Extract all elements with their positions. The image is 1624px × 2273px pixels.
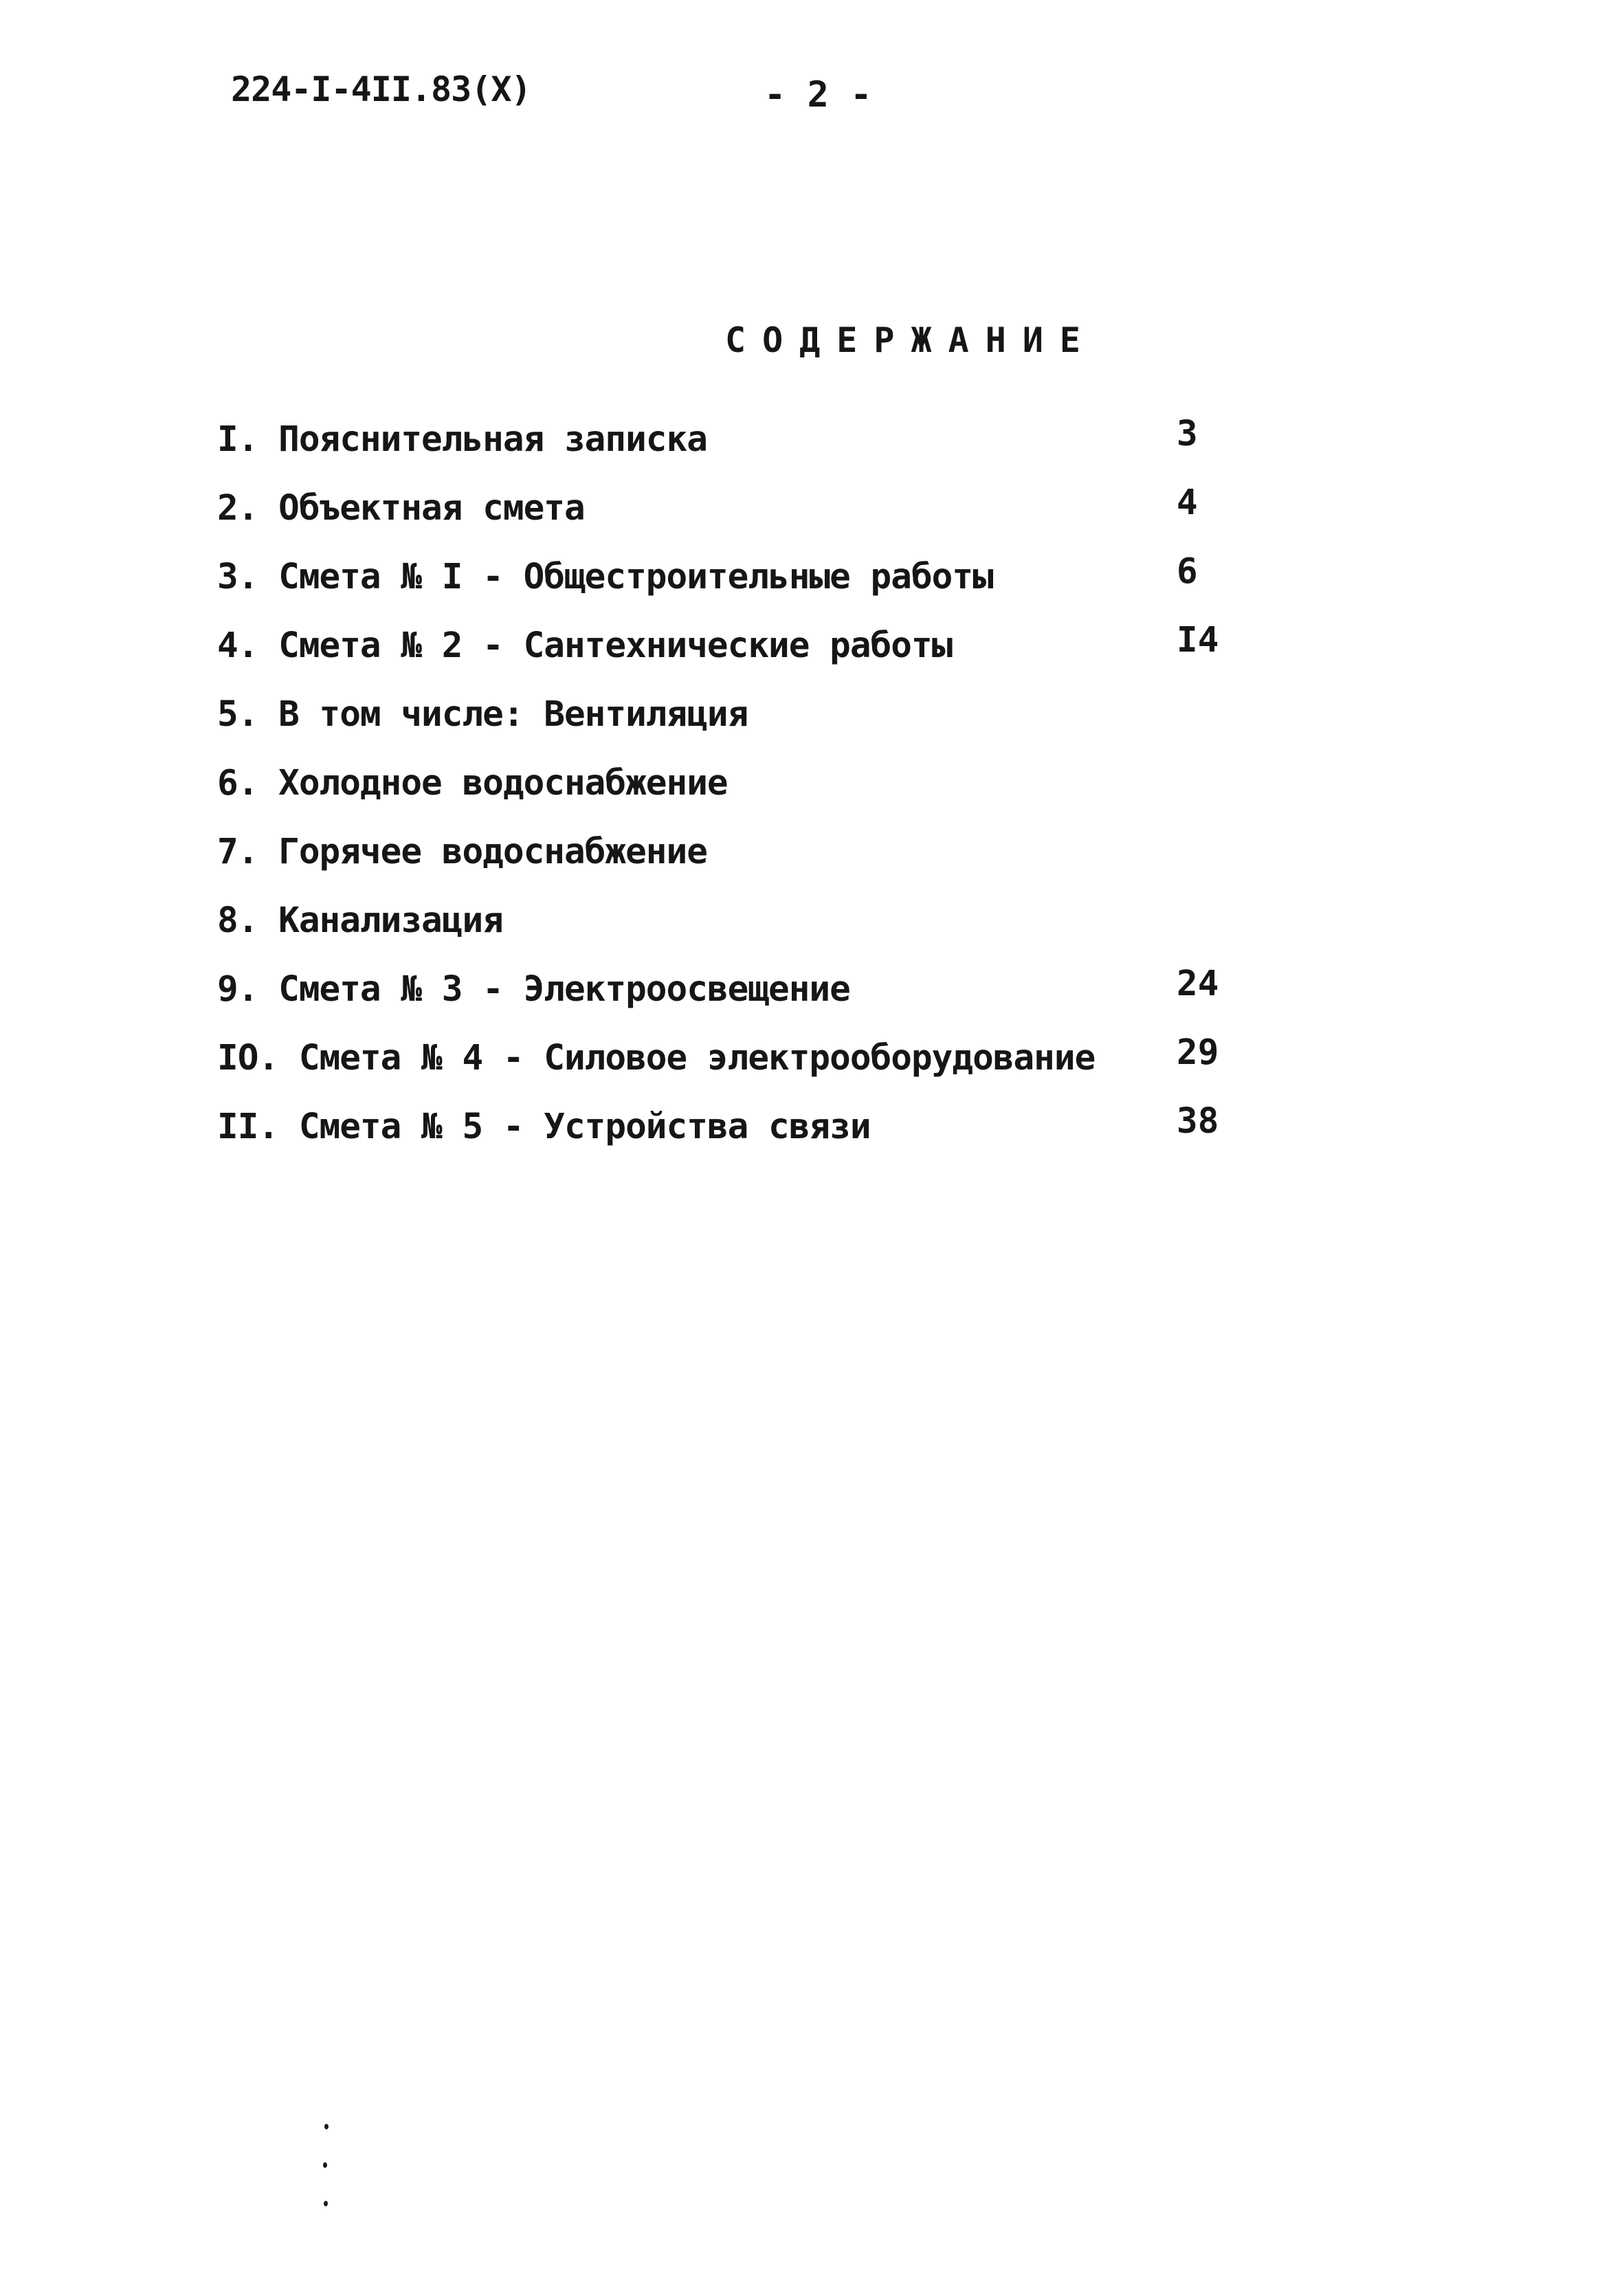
toc-item — [217, 763, 1248, 834]
scan-mark-dot — [324, 2201, 328, 2206]
toc-item — [217, 620, 1248, 697]
table-of-contents — [217, 414, 1248, 1178]
toc-item — [217, 964, 1248, 1041]
toc-item — [217, 694, 1248, 766]
toc-item-text: 3. Смета № I - Общестроительные работы — [217, 557, 993, 597]
toc-item — [217, 900, 1248, 972]
toc-item-text: 9. Смета № 3 - Электроосвещение — [217, 969, 850, 1010]
toc-item-text: 7. Горячее водоснабжение — [217, 832, 707, 872]
toc-item-text: IO. Смета № 4 - Силовое электрооборудование — [217, 1038, 1095, 1078]
toc-item-text: 6. Холодное водоснабжение — [217, 763, 728, 803]
toc-item — [217, 1101, 1248, 1178]
toc-item-text: 8. Канализация — [217, 900, 503, 941]
document-code: 224-I-4II.83(X) — [231, 69, 531, 109]
toc-item-text: I. Пояснительная записка — [217, 419, 707, 460]
toc-item — [217, 414, 1248, 491]
toc-item — [217, 483, 1248, 559]
toc-item-text: 4. Смета № 2 - Сантехнические работы — [217, 625, 953, 666]
toc-item-page: 6 — [1177, 551, 1198, 592]
toc-item-text: II. Смета № 5 - Устройства связи — [217, 1107, 871, 1147]
toc-item — [217, 551, 1248, 628]
toc-item — [217, 1032, 1248, 1109]
toc-item-page: 3 — [1177, 414, 1198, 454]
toc-item-text: 2. Объектная смета — [217, 488, 585, 529]
scan-mark-dot — [324, 2124, 329, 2129]
page-number: - 2 - — [764, 74, 872, 115]
toc-item-page: 24 — [1177, 964, 1219, 1004]
scan-marks — [323, 2124, 330, 2220]
toc-item-page: 38 — [1177, 1101, 1219, 1142]
toc-item-page: 4 — [1177, 483, 1198, 523]
toc-item — [217, 834, 1248, 903]
toc-item-text: 5. В том числе: Вентиляция — [217, 694, 748, 735]
toc-item-page: I4 — [1177, 620, 1219, 661]
scan-mark-dot — [323, 2162, 327, 2168]
toc-item-page: 29 — [1177, 1032, 1219, 1073]
toc-title: СОДЕРЖАНИЕ — [725, 320, 1098, 360]
